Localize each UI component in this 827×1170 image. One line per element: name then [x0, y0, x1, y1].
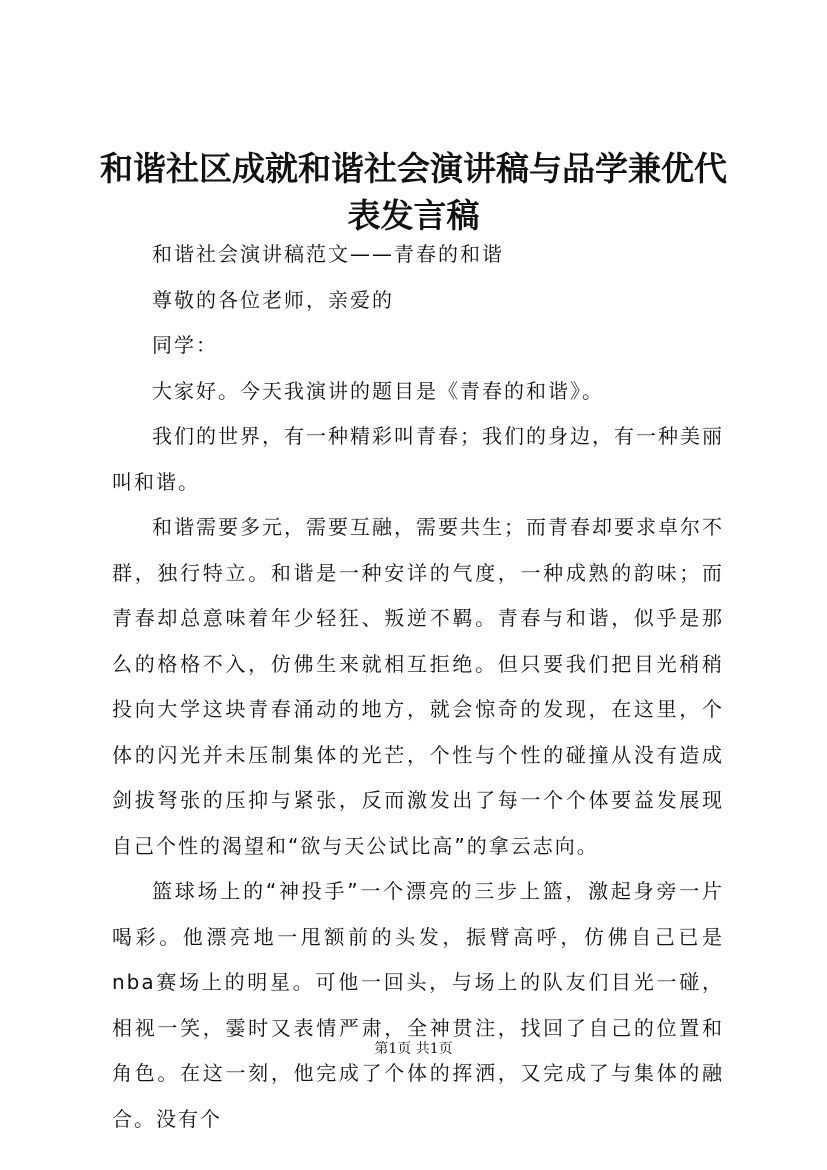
paragraph: 和谐需要多元，需要互融，需要共生；而青春却要求卓尔不群，独行特立。和谐是一种安详的气度，一种成熟的韵味；而青春却总意味着年少轻狂、叛逆不羁。青春与和谐，似乎是那么的格格不入，仿佛生来就相互拒绝。但只要我们把目光稍稍投向大学这块青春涌动的地方，就会惊奇的发现，在这里，个体的闪光并未压制集体的光芒，个性与个性的碰撞从没有造成剑拔弩张的压抑与紧张，反而激发出了每一个个体要益发展现自己个性的渴望和“欲与天公试比高”的拿云志向。	[112, 515, 724, 858]
paragraph-subtitle: 和谐社会演讲稿范文——青春的和谐	[152, 242, 504, 266]
page-footer: 第1页 共1页	[374, 1041, 453, 1057]
paragraph: 篮球场上的“神投手”一个漂亮的三步上篮，激起身旁一片喝彩。他漂亮地一甩额前的头发，振臂高呼，仿佛自己已是nba赛场上的明星。可他一回头，与场上的队友们目光一碰，相视一笑，霎时又表情严肃，全神贯注，找回了自己的位置和角色。在这一刻，他完成了个体的挥洒，又完成了与集体的融合。没有个	[112, 879, 724, 1131]
document-title: 和谐社区成就和谐社会演讲稿与品学兼优代表发言稿	[100, 149, 727, 235]
paragraph-salutation: 尊敬的各位老师，亲爱的	[152, 287, 394, 312]
paragraph: 我们的世界，有一种精彩叫青春；我们的身边，有一种美丽叫和谐。	[112, 424, 724, 494]
paragraph-greeting: 大家好。今天我演讲的题目是《青春的和谐》。	[152, 378, 604, 403]
paragraph-salutation-cont: 同学：	[152, 333, 218, 357]
document-body	[112, 232, 724, 1142]
